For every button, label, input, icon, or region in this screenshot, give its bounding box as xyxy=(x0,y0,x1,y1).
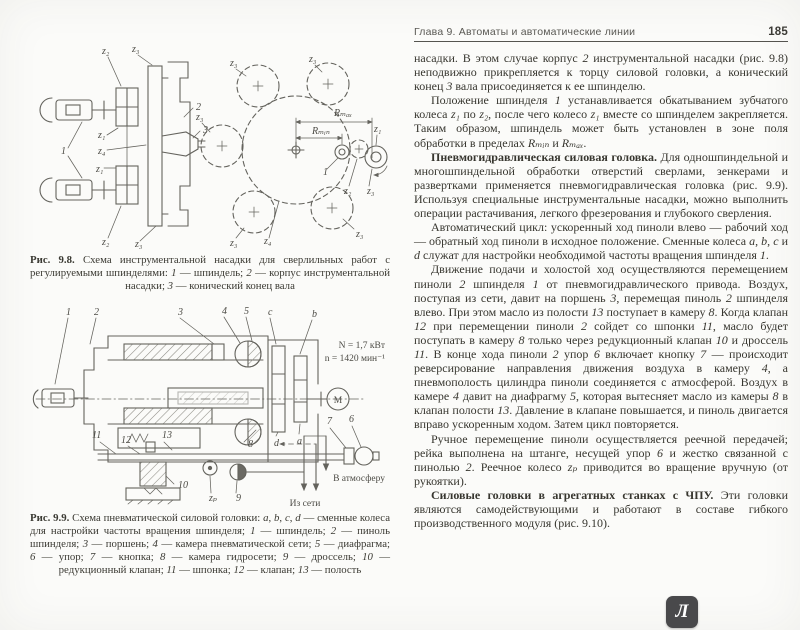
motor-letter: М xyxy=(333,395,343,406)
figure-9-8-drawing xyxy=(28,38,392,250)
label-10: 10 xyxy=(178,479,188,491)
paragraph xyxy=(414,51,788,93)
paragraph xyxy=(414,488,788,530)
label-z3-sat-bottomright: z₃ xyxy=(356,229,364,240)
left-column xyxy=(28,38,392,578)
label-9: 9 xyxy=(236,492,241,504)
label-r-min: Rₘᵢₙ xyxy=(312,126,330,137)
label-c: c xyxy=(268,306,273,318)
label-z3-sat-bottomleft: z₃ xyxy=(230,238,238,249)
label-z4-big: z₄ xyxy=(264,236,272,247)
label-z1-low: z₁ xyxy=(96,164,104,175)
label-z2-bottom: z₂ xyxy=(102,237,110,248)
paragraph-lead: Пневмогидравлическая силовая головка. xyxy=(431,149,657,164)
paragraph xyxy=(414,150,788,220)
pneumatic-head-body xyxy=(33,317,379,504)
label-d: d xyxy=(274,437,279,449)
label-5: 5 xyxy=(244,305,249,317)
label-z3-sat-topleft: z₃ xyxy=(230,58,238,69)
paragraph-text: Движение подачи и холостой ход осуществляются перемещением пиноли 2 шпинделя 1 от пневмогидравлического привода. Воздух, поступая из сети, давит на поршень 3, перемещая пиноль 2 шпинделя влево. При этом масло из полости 13 поступает в камеру 8. Когда клапан 12 при перемещении пиноли 2 сойдет со шпонки 11, масло будет поступать в камеру 8 только через редукционный клапан 10 и дроссель 11. В конце хода пиноли 2 упор 6 включает кнопку 7 — происходит реверсирование направления движения воздуха в камеру 4, а пневмополость цилиндра пиноли соединяется с атмосферой. Воздух в камере 4 давит на диафрагму 5, которая вытесняет масло из камеры 8 в клапан полости 13. Давление в клапане повышается, и пиноль двигается вправо ускоренным ходом. Затем цикл повторяется. xyxy=(414,262,789,432)
label-z3-bottom: z₃ xyxy=(135,239,143,250)
tool-attachment-assembly xyxy=(40,62,205,226)
figure-9-9-number: Рис. 9.9. xyxy=(30,511,70,524)
paragraph-text: Для одношпиндельной и многошпиндельной обработки отверстий сверлами, зенкерами и развертками применяется пневмогидравлическая головка (рис. 9.9). Используя специальные инструментальные насадки, можно выполнить операции растачивания, легкого фрезерования и глубокого сверления. xyxy=(414,149,788,221)
label-z4-mid: z₄ xyxy=(98,146,106,157)
label-b: b xyxy=(312,308,317,320)
power-annotation: N = 1,7 кВт xyxy=(338,340,385,351)
paragraph-text: Ручное перемещение пиноли осуществляется реечной передачей; рейка выполнена на штанге, несущей упор 6 и жестко связанной с пинолью 2. Реечное колесо zₚ приводится во вращение вручную (от рукоятки). xyxy=(414,431,789,488)
paragraph-text: насадки. В этом случае корпус 2 инструментальной насадки (рис. 9.8) неподвижно прикрепляется к торцу силовой головки, а конический конец 3 вала присоединяется к ее шпинделю. xyxy=(414,51,789,94)
label-r-max: Rₘₐₓ xyxy=(334,108,353,119)
paragraph xyxy=(414,262,788,431)
figure-9-8-caption xyxy=(30,254,390,294)
label-z3-top: z₃ xyxy=(132,44,140,55)
paragraph xyxy=(414,220,788,262)
label-12: 12 xyxy=(121,434,131,446)
from-network-label: Из сети xyxy=(289,498,321,508)
figure-9-9-drawing xyxy=(28,304,392,508)
label-z1-mid: z₁ xyxy=(98,130,106,141)
label-1-right: 1 xyxy=(323,167,328,178)
working-zone-diagram xyxy=(201,63,387,233)
paragraph-text: Положение шпинделя 1 устанавливается обкатыванием зубчатого колеса z₁ по z₂, после чего колесо z₁ вместе со шпинделем закрепляется. Таким образом, шпиндель может быть установлен в зоне поля обработки в пределах Rₘᵢₙ и Rₘₐₓ. xyxy=(414,93,788,150)
label-1: 1 xyxy=(61,146,66,157)
right-column xyxy=(414,26,788,530)
label-a: a xyxy=(297,435,302,447)
label-2: 2 xyxy=(94,306,99,318)
figure-9-9 xyxy=(28,304,392,578)
to-atmosphere-label: В атмосферу xyxy=(333,473,385,484)
label-13: 13 xyxy=(162,429,172,441)
label-3: 3 xyxy=(203,125,208,136)
label-2: 2 xyxy=(196,102,201,113)
watermark-letter: Л xyxy=(675,601,689,622)
running-head xyxy=(414,26,788,42)
watermark-logo[interactable] xyxy=(666,596,698,628)
chapter-title: Глава 9. Автоматы и автоматические линии xyxy=(414,26,636,38)
figure-9-8-number: Рис. 9.8. xyxy=(30,254,75,266)
paragraph-text: Эти головки являются самодействующими и работают в составе гибкого производственного модуля (рис. 9.10). xyxy=(414,487,789,531)
label-z2-top: z₂ xyxy=(102,46,110,57)
label-1: 1 xyxy=(66,306,71,318)
label-3: 3 xyxy=(178,306,183,318)
leader-lines xyxy=(55,317,361,493)
figure-9-9-caption-text: Схема пневматической силовой головки: a, b, c, d — сменные колеса для настройки частоты вращения шпинделя; 1 — шпиндель; 2 — пиноль шпинделя; 3 — поршень; 4 — камера пневматической сети; 5 — диафрагма; 6 — упор; 7 — кнопка; 8 — камера гидросети; 9 — дроссель; 10 — редукционный клапан; 11 — шпонка; 12 — клапан; 13 — полость xyxy=(30,511,391,577)
paragraph xyxy=(414,93,788,149)
paragraph xyxy=(414,432,788,488)
page-number: 185 xyxy=(768,26,788,38)
label-zp: zₚ xyxy=(209,492,217,504)
label-z3-sat-topright: z₃ xyxy=(309,54,317,65)
figure-9-9-caption xyxy=(30,512,390,578)
body-text xyxy=(414,51,788,530)
label-z3-right: z₃ xyxy=(367,186,375,197)
label-8: 8 xyxy=(248,438,253,450)
speed-annotation: n = 1420 мин⁻¹ xyxy=(324,353,385,364)
label-11: 11 xyxy=(92,429,102,441)
label-7: 7 xyxy=(327,415,332,427)
label-4: 4 xyxy=(222,305,227,317)
figure-9-8-caption-text: Схема инструментальной насадки для сверлильных работ с регулируемыми шпинделями: 1 — шпиндель; 2 — корпус инструментальной насадки; 3 — конический конец вала xyxy=(30,254,391,293)
label-z3-sat-left: z₃ xyxy=(196,112,204,123)
label-z2-right: z₂ xyxy=(344,186,352,197)
paragraph-text: Автоматический цикл: ускоренный ход пиноли влево — рабочий ход — обратный ход пиноли в исходное положение. Сменные колеса a, b, c и d служат для настройки необходимой частоты вращения шпинделя 1. xyxy=(414,220,789,263)
paragraph-lead: Силовые головки в агрегатных станках с ЧПУ. xyxy=(431,487,714,502)
label-z1-right: z₁ xyxy=(374,124,382,135)
label-6: 6 xyxy=(349,413,354,425)
